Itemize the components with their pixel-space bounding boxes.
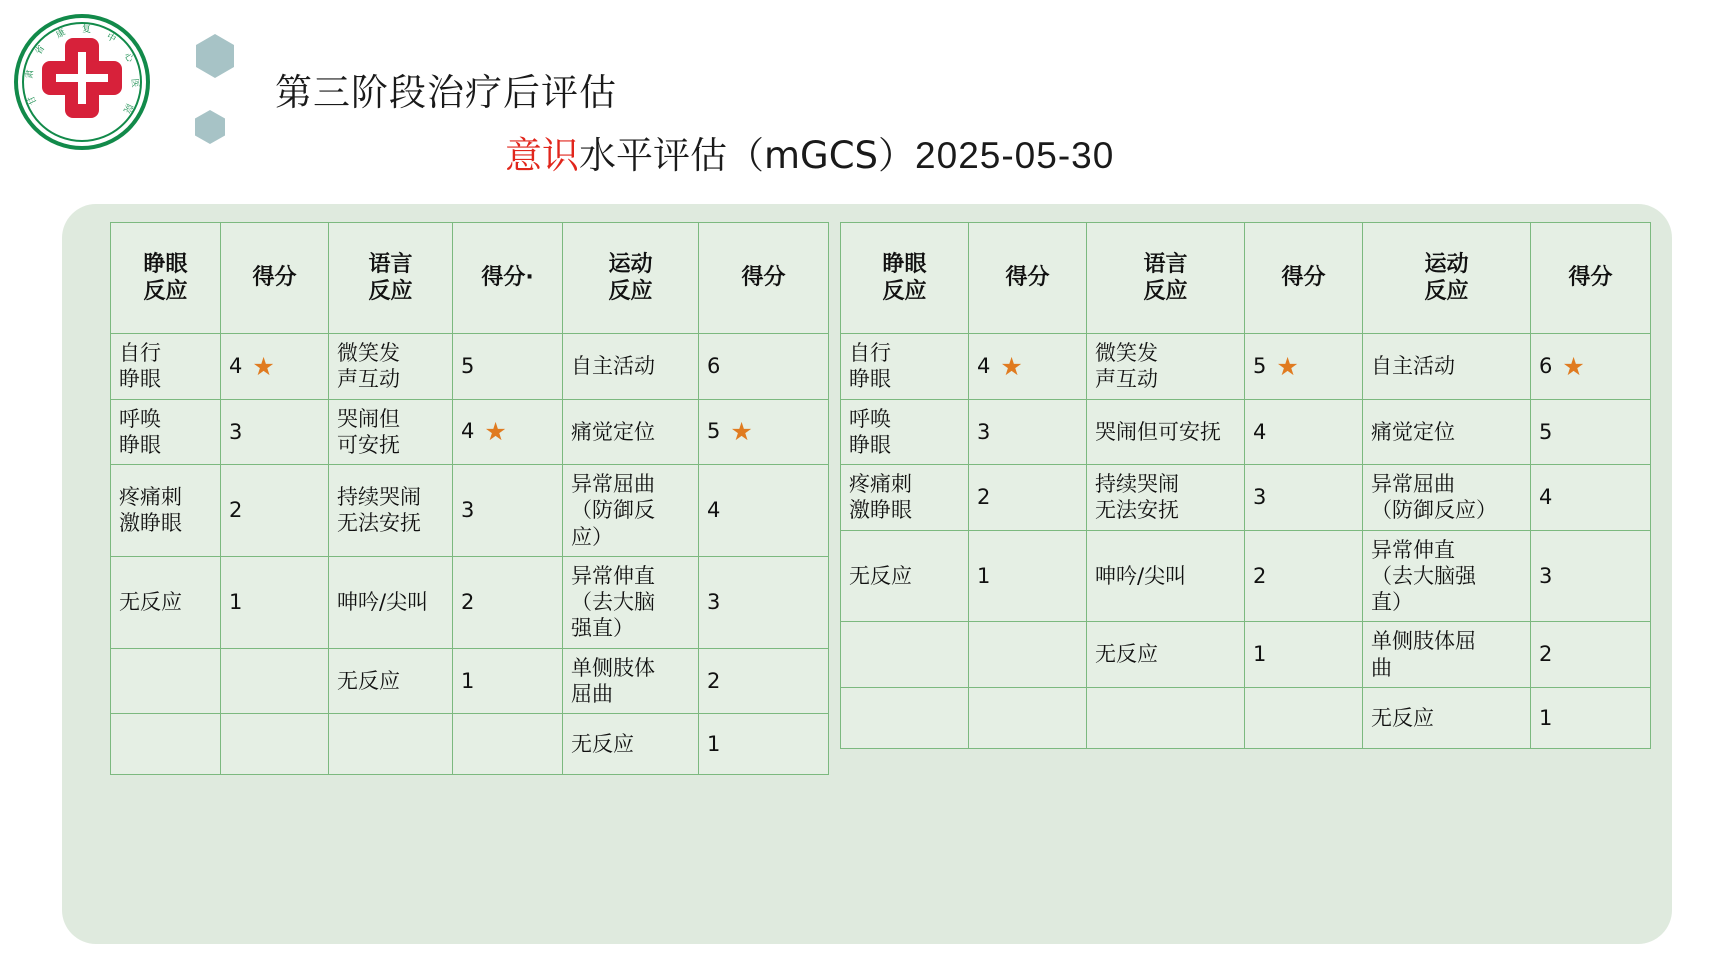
subtitle-highlight: 意识	[505, 134, 579, 177]
verbal-score-cell	[1245, 687, 1363, 748]
page-subtitle	[505, 125, 1114, 179]
motor-score-cell: 6 ★	[1531, 334, 1651, 400]
eye-response-cell	[111, 714, 221, 775]
verbal-score-cell: 5	[453, 334, 563, 400]
table-row	[111, 399, 829, 465]
motor-response-cell: 痛觉定位	[1363, 399, 1531, 465]
verbal-score-cell: 1	[453, 648, 563, 714]
column-header: 运动 反应	[563, 223, 699, 334]
table-header-row	[841, 223, 1651, 334]
motor-score-cell: 5	[1531, 399, 1651, 465]
verbal-response-cell: 无反应	[329, 648, 453, 714]
column-header: 睁眼 反应	[111, 223, 221, 334]
table-row	[841, 530, 1651, 622]
verbal-response-cell: 持续哭闹 无法安抚	[329, 465, 453, 557]
column-header: 得分	[969, 223, 1087, 334]
eye-response-cell: 无反应	[841, 530, 969, 622]
eye-response-cell: 呼唤 睁眼	[841, 399, 969, 465]
motor-score-cell: 3	[1531, 530, 1651, 622]
motor-response-cell: 自主活动	[1363, 334, 1531, 400]
page-title: 第三阶段治疗后评估	[275, 71, 617, 114]
verbal-score-cell: 4	[1245, 399, 1363, 465]
mgcs-table-right	[840, 222, 1651, 749]
eye-score-cell	[221, 714, 329, 775]
eye-score-cell: 2	[969, 465, 1087, 531]
table-row	[111, 465, 829, 557]
eye-response-cell: 自行 睁眼	[111, 334, 221, 400]
verbal-score-cell: 1	[1245, 622, 1363, 688]
eye-score-cell: 1	[221, 556, 329, 648]
verbal-score-cell: 2	[1245, 530, 1363, 622]
eye-score-cell: 3	[969, 399, 1087, 465]
table-row	[841, 465, 1651, 531]
column-header: 得分	[221, 223, 329, 334]
star-icon: ★	[252, 351, 275, 381]
verbal-response-cell: 微笑发 声互动	[329, 334, 453, 400]
motor-response-cell: 痛觉定位	[563, 399, 699, 465]
motor-score-cell: 5 ★	[699, 399, 829, 465]
table-row	[841, 622, 1651, 688]
motor-response-cell: 异常伸直 （去大脑强 直）	[1363, 530, 1531, 622]
table-row	[111, 648, 829, 714]
motor-score-cell: 2	[699, 648, 829, 714]
verbal-response-cell: 呻吟/尖叫	[1087, 530, 1245, 622]
motor-score-cell: 6	[699, 334, 829, 400]
column-header: 语言 反应	[329, 223, 453, 334]
eye-score-cell	[221, 648, 329, 714]
eye-response-cell: 疼痛刺 激睁眼	[111, 465, 221, 557]
subtitle-rest: 水平评估（mGCS）	[579, 134, 916, 177]
motor-response-cell: 单侧肢体屈 曲	[1363, 622, 1531, 688]
verbal-score-cell: 3	[453, 465, 563, 557]
verbal-score-cell: 4 ★	[453, 399, 563, 465]
table-row	[841, 687, 1651, 748]
eye-score-cell: 1	[969, 530, 1087, 622]
star-icon: ★	[484, 417, 507, 447]
verbal-response-cell	[329, 714, 453, 775]
column-header: 得分	[1245, 223, 1363, 334]
column-header: 语言 反应	[1087, 223, 1245, 334]
verbal-score-cell: 2	[453, 556, 563, 648]
mgcs-table-left	[110, 222, 829, 775]
eye-score-cell: 2	[221, 465, 329, 557]
verbal-response-cell: 无反应	[1087, 622, 1245, 688]
table-row	[111, 334, 829, 400]
column-header: 得分·	[453, 223, 563, 334]
eye-score-cell: 4 ★	[969, 334, 1087, 400]
eye-response-cell	[841, 687, 969, 748]
eye-response-cell: 疼痛刺 激睁眼	[841, 465, 969, 531]
motor-score-cell: 1	[699, 714, 829, 775]
motor-score-cell: 4	[699, 465, 829, 557]
star-icon: ★	[730, 417, 753, 447]
motor-score-cell: 2	[1531, 622, 1651, 688]
verbal-response-cell: 哭闹但可安抚	[1087, 399, 1245, 465]
verbal-score-cell	[453, 714, 563, 775]
column-header: 睁眼 反应	[841, 223, 969, 334]
table-row	[841, 334, 1651, 400]
table-row	[111, 556, 829, 648]
eye-score-cell	[969, 622, 1087, 688]
eye-response-cell	[841, 622, 969, 688]
motor-response-cell: 无反应	[563, 714, 699, 775]
motor-response-cell: 单侧肢体 屈曲	[563, 648, 699, 714]
assessment-date: 2025-05-30	[915, 135, 1115, 176]
verbal-response-cell	[1087, 687, 1245, 748]
motor-score-cell: 3	[699, 556, 829, 648]
eye-response-cell: 无反应	[111, 556, 221, 648]
star-icon: ★	[1276, 351, 1299, 381]
verbal-score-cell: 3	[1245, 465, 1363, 531]
motor-score-cell: 1	[1531, 687, 1651, 748]
eye-score-cell: 4 ★	[221, 334, 329, 400]
table-header-row	[111, 223, 829, 334]
hexagon-decoration-small	[195, 110, 225, 144]
eye-response-cell: 呼唤 睁眼	[111, 399, 221, 465]
star-icon: ★	[1000, 351, 1023, 381]
motor-response-cell: 无反应	[1363, 687, 1531, 748]
motor-response-cell: 异常屈曲 （防御反应）	[1363, 465, 1531, 531]
hexagon-decoration-large	[196, 34, 234, 78]
verbal-response-cell: 哭闹但 可安抚	[329, 399, 453, 465]
eye-score-cell	[969, 687, 1087, 748]
table-row	[111, 714, 829, 775]
column-header: 得分	[699, 223, 829, 334]
hospital-logo	[8, 8, 156, 156]
motor-response-cell: 自主活动	[563, 334, 699, 400]
eye-score-cell: 3	[221, 399, 329, 465]
table-row	[841, 399, 1651, 465]
motor-response-cell: 异常屈曲 （防御反 应）	[563, 465, 699, 557]
verbal-response-cell: 持续哭闹 无法安抚	[1087, 465, 1245, 531]
motor-response-cell: 异常伸直 （去大脑 强直）	[563, 556, 699, 648]
eye-response-cell: 自行 睁眼	[841, 334, 969, 400]
eye-response-cell	[111, 648, 221, 714]
motor-score-cell: 4	[1531, 465, 1651, 531]
column-header: 运动 反应	[1363, 223, 1531, 334]
verbal-response-cell: 呻吟/尖叫	[329, 556, 453, 648]
column-header: 得分	[1531, 223, 1651, 334]
star-icon: ★	[1562, 351, 1585, 381]
logo-arc-text: 甘 肃 省 康 复 中 心 医 院	[25, 25, 140, 115]
verbal-response-cell: 微笑发 声互动	[1087, 334, 1245, 400]
verbal-score-cell: 5 ★	[1245, 334, 1363, 400]
